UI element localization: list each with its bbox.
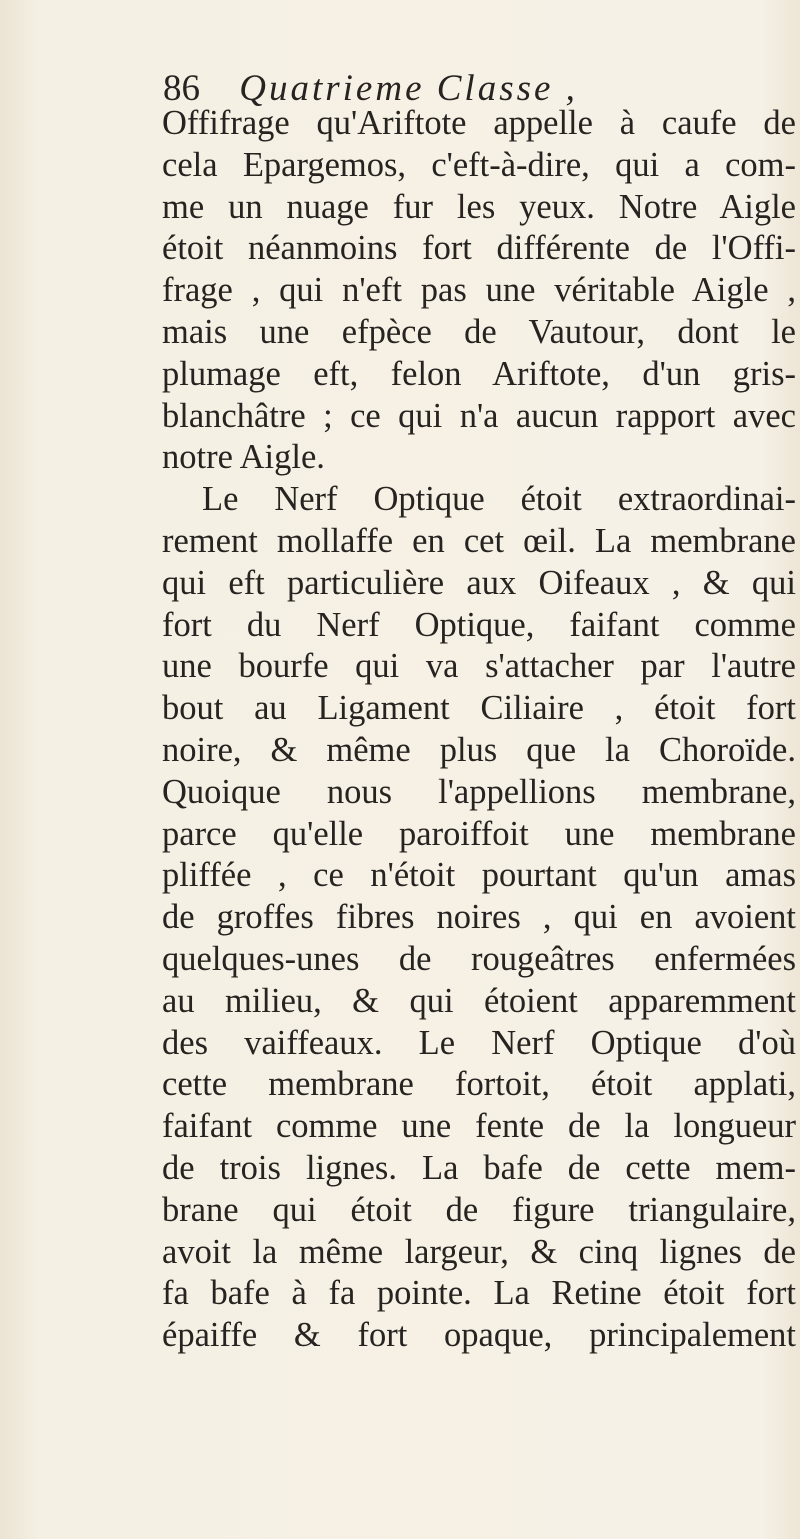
text-line: bout au Ligament Ciliaire , étoit fort <box>162 689 796 728</box>
running-title: Quatrieme Classe , <box>239 68 578 109</box>
text-line: cette membrane fortoit, étoit applati, <box>162 1065 796 1104</box>
text-line: qui eft particulière aux Oifeaux , & qui <box>162 563 796 602</box>
text-line: quelques-unes de rougeâtres enfermées <box>162 939 796 978</box>
text-line: fort du Nerf Optique, faifant comme <box>162 605 796 644</box>
text-line: de groffes fibres noires , qui en avoient <box>162 898 796 937</box>
text-line: plumage eft, felon Ariftote, d'un gris- <box>162 354 796 393</box>
text-line: une bourfe qui va s'attacher par l'autre <box>162 647 796 686</box>
text-line: fa bafe à fa pointe. La Retine étoit fort <box>162 1274 796 1313</box>
text-line: des vaiffeaux. Le Nerf Optique d'où <box>162 1023 796 1062</box>
text-line: avoit la même largeur, & cinq lignes de <box>162 1232 796 1271</box>
page-number: 86 <box>163 68 200 109</box>
text-line: me un nuage fur les yeux. Notre Aigle <box>162 187 796 226</box>
text-line: parce qu'elle paroiffoit une membrane <box>162 814 796 853</box>
text-line: brane qui étoit de figure triangulaire, <box>162 1190 796 1229</box>
text-line: cela Epargemos, c'eft-à-dire, qui a com- <box>162 145 796 184</box>
text-line: Offifrage qu'Ariftote appelle à caufe de <box>162 104 796 142</box>
text-line: épaiffe & fort opaque, principalement <box>162 1316 796 1355</box>
text-line: noire, & même plus que la Choroïde. <box>162 730 796 769</box>
text-line: de trois lignes. La bafe de cette mem- <box>162 1148 796 1187</box>
text-line: Quoique nous l'appellions membrane, <box>162 772 796 811</box>
paragraph-end-line: notre Aigle. <box>162 438 325 477</box>
text-line: au milieu, & qui étoient apparemment <box>162 981 796 1020</box>
text-line: étoit néanmoins fort différente de l'Offi- <box>162 229 796 268</box>
text-line: rement mollaffe en cet œil. La membrane <box>162 521 796 560</box>
text-line: blanchâtre ; ce qui n'a aucun rapport avec <box>162 396 796 435</box>
text-line: pliffée , ce n'étoit pourtant qu'un amas <box>162 856 796 895</box>
text-line: mais une efpèce de Vautour, dont le <box>162 312 796 351</box>
text-line: faifant comme une fente de la longueur <box>162 1107 796 1146</box>
body-text <box>162 103 796 1357</box>
text-line: frage , qui n'eft pas une véritable Aigle , <box>162 271 796 310</box>
paragraph-first-line: Le Nerf Optique étoit extraordinai- <box>202 480 796 519</box>
